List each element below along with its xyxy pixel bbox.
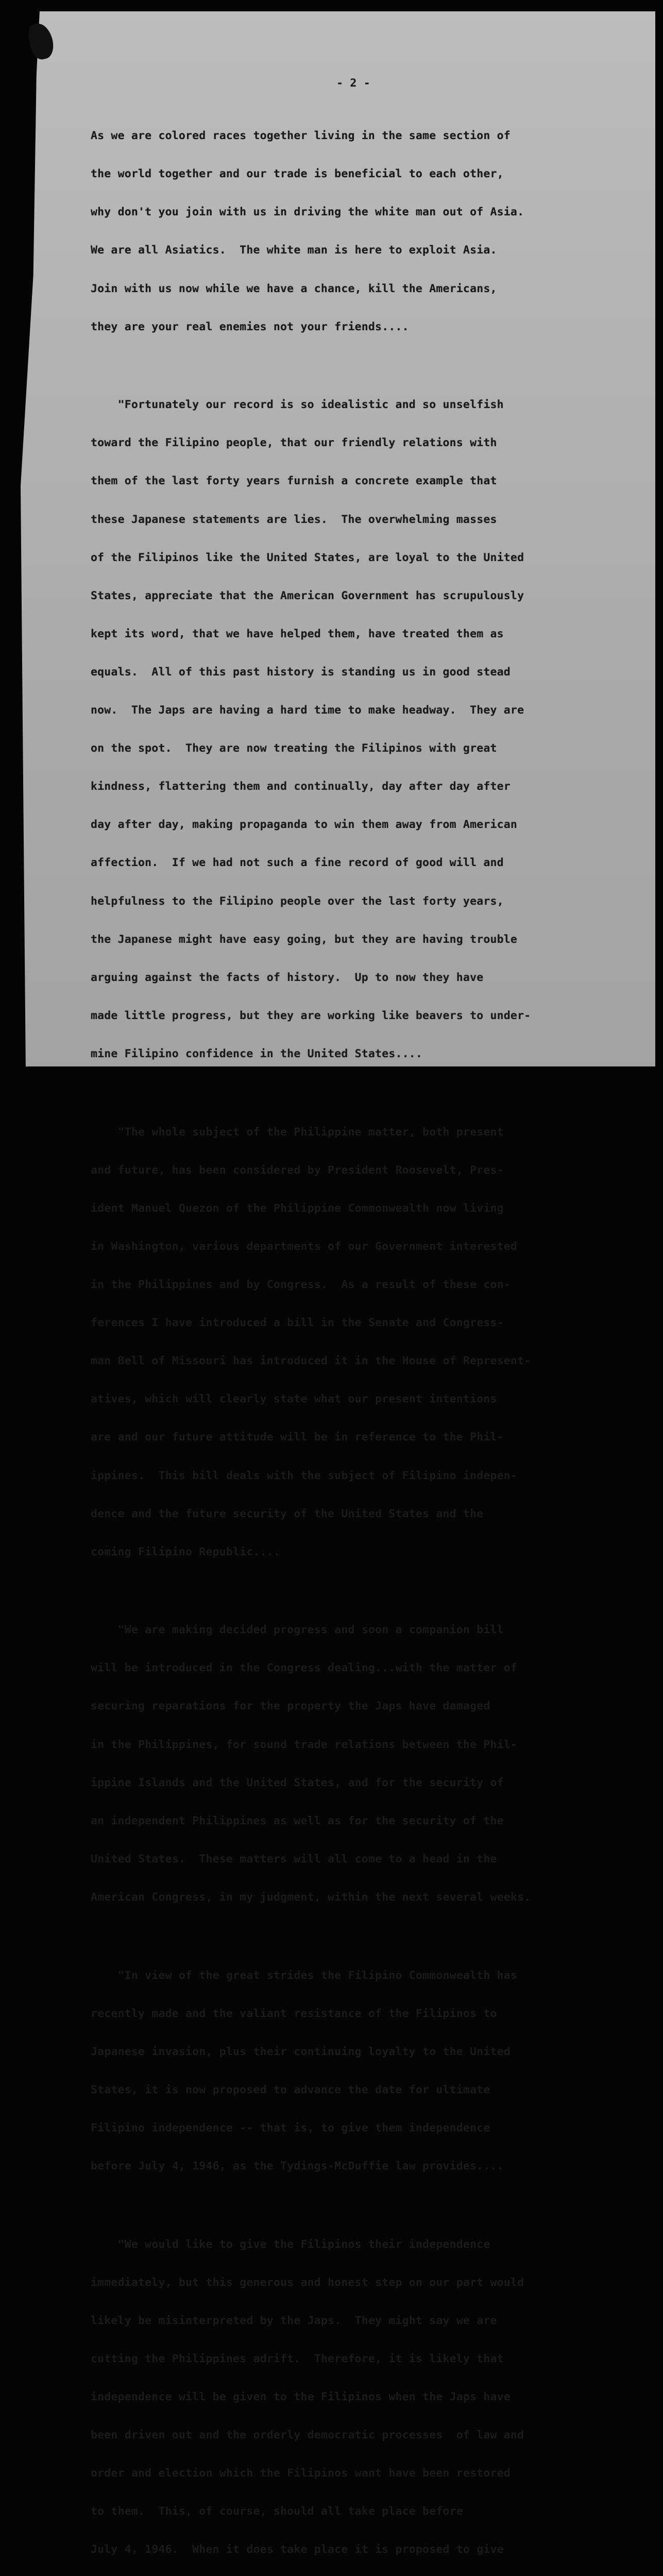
text-line: made little progress, but they are working like beavers to under- [91, 1009, 531, 1022]
text-line: helpfulness to the Filipino people over the last forty years, [91, 894, 504, 908]
text-line: ferences I have introduced a bill in the Senate and Congress- [91, 1316, 504, 1330]
text-line: "In view of the great strides the Filipino Commonwealth has [91, 1969, 518, 1982]
text-line: independence will be given to the Filipinos when the Japs have [91, 2391, 511, 2404]
text-line: ippine Islands and the United States, and for the security of [91, 1776, 504, 1789]
paragraph-1 [91, 105, 606, 359]
paragraph-5 [91, 1944, 606, 2198]
text-line: cutting the Philippines adrift. Therefore, it is likely that [91, 2352, 504, 2365]
text-line: securing reparations for the property the Japs have damaged [91, 1700, 490, 1713]
text-line: American Congress, in my judgment, within the next several weeks. [91, 1891, 531, 1904]
text-line: We are all Asiatics. The white man is here to exploit Asia. [91, 244, 497, 257]
text-line: before July 4, 1946, as the Tydings-McDuffie law provides.... [91, 2160, 504, 2173]
text-line: affection. If we had not such a fine record of good will and [91, 856, 504, 870]
text-line: equals. All of this past history is standing us in good stead [91, 665, 511, 679]
text-line: dence and the future security of the United States and the [91, 1507, 484, 1520]
text-line: now. The Japs are having a hard time to make headway. They are [91, 704, 524, 717]
text-line: are and our future attitude will be in reference to the Phil- [91, 1431, 504, 1444]
text-line: the world together and our trade is beneficial to each other, [91, 167, 504, 181]
text-line: atives, which will clearly state what our present intentions [91, 1393, 497, 1406]
text-line: ippines. This bill deals with the subject of Filipino indepen- [91, 1469, 518, 1482]
text-line: immediately, but this generous and honest step on our part would [91, 2276, 524, 2289]
text-line: Join with us now while we have a chance, kill the Americans, [91, 282, 497, 295]
text-line: arguing against the facts of history. Up to now they have [91, 971, 484, 984]
text-line: coming Filipino Republic.... [91, 1545, 281, 1558]
text-line: "Fortunately our record is so idealistic and so unselfish [91, 398, 504, 412]
paragraph-2 [91, 374, 606, 1086]
text-line: States, appreciate that the American Government has scrupulously [91, 589, 524, 602]
text-line: an independent Philippines as well as for the security of the [91, 1814, 504, 1827]
text-line: these Japanese statements are lies. The overwhelming masses [91, 513, 497, 526]
text-line: recently made and the valiant resistance of the Filipinos to [91, 2007, 497, 2020]
paragraph-4 [91, 1599, 606, 1929]
text-line: man Bell of Missouri has introduced it in the House of Represent- [91, 1354, 531, 1368]
text-line: "The whole subject of the Philippine matter, both present [91, 1125, 504, 1139]
text-line: been driven out and the orderly democratic processes of law and [91, 2429, 524, 2442]
text-line: will be introduced in the Congress dealing...with the matter of [91, 1662, 518, 1675]
text-line: why don't you join with us in driving the white man out of Asia. [91, 206, 524, 219]
text-line: kept its word, that we have helped them, have treated them as [91, 627, 504, 640]
text-line: Japanese invasion, plus their continuing loyalty to the United [91, 2045, 511, 2058]
text-line: to them. This, of course, should all take place before [91, 2505, 463, 2518]
text-line: ident Manuel Quezon of the Philippine Commonwealth now living [91, 1201, 504, 1215]
text-line: "We are making decided progress and soon a companion bill [91, 1623, 504, 1637]
page-number: - 2 - [336, 77, 370, 90]
text-line: them of the last forty years furnish a concrete example that [91, 474, 497, 488]
text-line: order and election which the Filipinos want have been restored [91, 2467, 511, 2480]
text-line: United States. These matters will all come to a head in the [91, 1852, 497, 1866]
text-line: Filipino independence -- that is, to give them independence [91, 2121, 490, 2134]
text-line: kindness, flattering them and continually, day after day after [91, 780, 511, 793]
text-line: day after day, making propaganda to win them away from American [91, 818, 518, 832]
text-line: July 4, 1946. When it does take place it is proposed to give [91, 2543, 504, 2556]
text-line: of the Filipinos like the United States, are loyal to the United [91, 551, 524, 564]
text-line: the Japanese might have easy going, but they are having trouble [91, 933, 518, 946]
text-line: on the spot. They are now treating the Filipinos with great [91, 742, 497, 755]
paragraph-6 [91, 2213, 606, 2576]
text-line: mine Filipino confidence in the United States.... [91, 1047, 423, 1061]
document-body [91, 77, 606, 2576]
text-line: As we are colored races together living in the same section of [91, 129, 511, 143]
text-line: they are your real enemies not your friends.... [91, 320, 409, 333]
text-line: toward the Filipino people, that our friendly relations with [91, 436, 497, 450]
text-line: in Washington, various departments of our Government interested [91, 1240, 518, 1253]
text-line: in the Philippines, for sound trade relations between the Phil- [91, 1738, 518, 1751]
paragraph-3 [91, 1100, 606, 1584]
text-line: "We would like to give the Filipinos their independence [91, 2238, 490, 2251]
text-line: in the Philippines and by Congress. As a result of these con- [91, 1278, 511, 1291]
text-line: States, it is now proposed to advance the date for ultimate [91, 2083, 490, 2096]
text-line: and future, has been considered by President Roosevelt, Pres- [91, 1163, 504, 1177]
text-line: likely be misinterpreted by the Japs. They might say we are [91, 2314, 497, 2327]
